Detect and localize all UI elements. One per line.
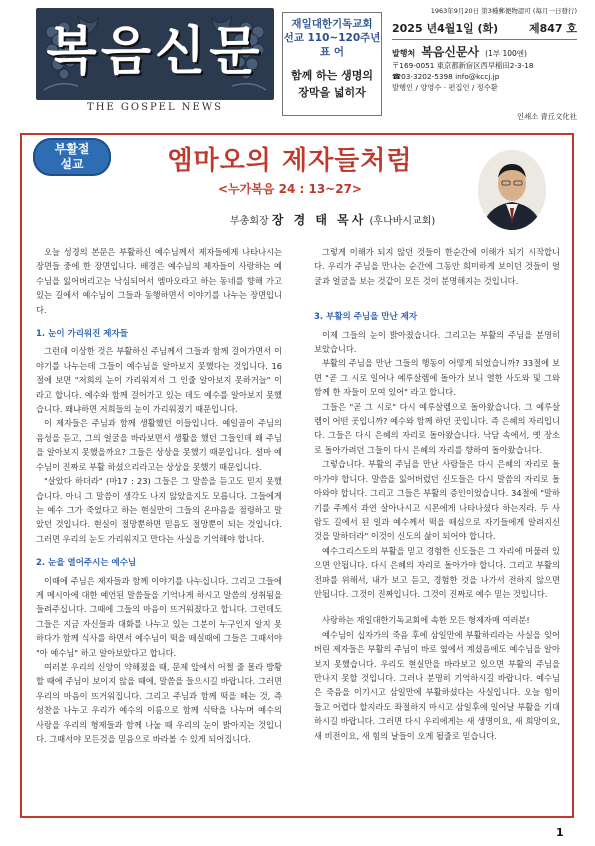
scripture-reference: <누가복음 24 : 13~27>	[218, 182, 362, 196]
article-column-right	[314, 245, 560, 743]
paragraph: 예수그리스도의 부활을 믿고 경험한 신도들은 그 자리에 머물러 있으면 안됩니다. 다시 은혜의 자리로 돌아가야 합니다. 그리고 부활의 전파를 위해서, 내가 보고 듣고, 경험한 것을 나가서 전하지 않으면 안됩니다. 그것이 진짜입니다. 그것이 진짜로 예수 믿는 것입니다.	[314, 545, 560, 599]
logo-title: 복음신문	[46, 22, 264, 82]
paragraph: 그들은 "곧 그 시로" 다시 예루살렘으로 돌아왔습니다. 그 예루살렘이 어떤 곳입니까? 예수와 함께 하던 곳입니다. 즉 은혜의 자리입니다. 그들은 다시 은혜의 자리로 돌아왔습니다. 낙담 속에서, 옛 장소로 돌아가려던 그들이 다시 은혜의 자리를 향하여 돌아왔습니다.	[314, 401, 560, 455]
spacer	[314, 601, 560, 613]
paragraph: 예수님이 십자가의 죽음 후에 삼일만에 부활하리라는 사실을 잊어버린 제자들은 부활의 주님이 바로 옆에서 계셨음에도 예수님을 알아보지 못했습니다. 우리도 현실만을 바라보고 있으면 부활의 주님을 만나지 못할 것입니다. 그러나 분명히 기억하시길 바랍니다. 예수님은 죽음을 이기시고 삼일만에 부활하셨다는 사실입니다. 오늘 힘이 들고 어렵다 할지라도 좌절하지 마시고 삼일후에 일어날 부활을 기대하시길 바랍니다. 그러면 다시 우리에게는 새 생명이요, 새 희망이요, 새 비전이요, 새 힘의 날들이 오게 될줄로 믿습니다.	[314, 629, 560, 741]
publisher-name: 복음신문사	[421, 45, 480, 59]
logo-banner	[36, 8, 274, 100]
publication-info	[392, 6, 577, 121]
paragraph: 이제 그들의 눈이 밝아졌습니다. 그리고는 부활의 주님을 분명히 보았습니다.	[314, 329, 560, 355]
newspaper-logo	[36, 8, 274, 118]
publisher-label: 발행처	[392, 49, 416, 58]
publisher-row	[392, 43, 577, 60]
paragraph: 그런데 이상한 것은 부활하신 주님께서 그들과 함께 걸어가면서 이야기를 나누는데 그들이 예수님을 알아보지 못했다는 것입니다. 16절에 보면 "저희의 눈이 가리워져서 그 인줄 알아보지 못하거늘" 이라고 합니다. 예수와 함께 걸어가고 있는 데도 예수를 알아보지 못했습니다. 왜냐하면 저희들의 눈이 가리워졌기 때문입니다.	[36, 346, 282, 415]
badge-line: 부활절	[54, 142, 90, 156]
author-name: 장 경 태 목사	[271, 213, 367, 227]
slogan-line: 표 어	[320, 46, 344, 58]
paragraph: 여러분 우리의 신앙이 약해졌을 때, 문제 앞에서 어쩔 줄 몰라 방황할 때에 주님이 보이지 않을 때에, 말씀을 들으시길 바랍니다. 그러면 우리의 마음이 뜨거워집니다. 그리고 주님과 함께 떡을 떼는 것, 즉 성찬을 나누고 우리가 예수의 이름으로 함께 식탁을 나누며 예수의 사랑을 우리의 형제들과 함께 나눌 때 우리의 눈이 밝아지는 것입니다. 그때서야 모든것을 믿음으로 바라볼 수 있게 되어집니다.	[36, 661, 282, 744]
slogan-line: 재일대한기독교회	[291, 18, 373, 30]
slogan-line: 함께 하는 생명의	[290, 69, 374, 82]
divider	[392, 39, 577, 40]
author-role: 부총회장	[230, 216, 269, 227]
registration-note: 1963年9月20日 第3種郵便物認可 (毎月一日發行)	[430, 7, 577, 15]
paragraph: "살았다 하더라" (마17 : 23) 그들은 그 말씀을 듣고도 믿지 못했습니다. 아니 그 말씀이 생각도 나지 않았을지도 모릅니다. 그들에게는 예수 그가 죽었다고 하는 현실만이 그들의 온마음을 점령하고 말았던 것입니다. 현실이 절망뿐하면 믿음도 절망뿐이 되는 것입니다. 그러면 우리의 눈도 가리워지고 만다는 사실을 기억해야 합니다.	[36, 476, 282, 544]
slogan-line: 장막을 넓히자	[298, 86, 366, 99]
category-badge	[33, 138, 111, 176]
portrait-image	[478, 150, 546, 230]
address: 〒169-0051 東京都新宿区西早稲田2-3-18	[392, 61, 534, 70]
section-heading: 1. 눈이 가리워진 제자들	[36, 329, 128, 340]
page-number: 1	[556, 826, 564, 839]
contact: ☎03-3202-5398 info@kccj.jp	[392, 72, 500, 81]
badge-line: 설교	[60, 157, 84, 171]
paragraph: 그렇습니다. 부활의 주님을 만난 사람들은 다시 은혜의 자리로 돌아가야 합니다. 말씀을 잃어버렸던 신도들은 다시 말씀의 자리로 돌아와야 합니다. 그리고 그들은 부활의 증인이었습니다. 34절에 "말하기를 주께서 과연 살아나시고 시몬에게 나타나셨다 하는지라. 두 사람도 길에서 된 일과 예수께서 떡을 떼심으로 자기들에게 알려지신 것을 말하더라" 이것이 신도의 삶이 되어야 합니다.	[314, 459, 560, 542]
slogan-box	[282, 12, 382, 116]
paragraph: 이 제자들은 주님과 함께 생활했던 이들입니다. 예일곱이 주님의 음성을 듣고, 그의 얼굴을 바라보면서 생활을 했던 그들인데 왜 주님을 알아보지 못했을까요? 그들은 상상을 못했기 때문입니다. 설마 예수님이 진짜로 부활 하셨으리라고는 상상을 못했기 때문입니다.	[36, 418, 282, 472]
author-photo	[478, 150, 546, 230]
paragraph: 오늘 성경의 본문은 부활하신 예수님께서 제자들에게 나타나시는 장면들 중에 한 장면입니다. 배경은 예수님의 제자들이 사랑하는 예수님을 잃어버리고는 낙심되어서 엠마오라고 하는 동네를 향해 가고 있는 길에서 예수님이 그들과 동행하면서 이야기를 나누는 장면입니다.	[36, 247, 282, 315]
slogan-line: 선교 110~120주년	[283, 32, 381, 44]
byline	[230, 211, 480, 228]
issue-date: 2025 년4월1일 (화)	[392, 22, 499, 35]
section-heading: 2. 눈을 열어주시는 예수님	[36, 558, 137, 569]
author-church: (후나바시교회)	[369, 216, 436, 227]
printer: 인쇄소 青丘文化社	[517, 112, 577, 121]
paragraph: 이때에 주님은 제자들과 함께 이야기를 나누십니다. 그리고 그들에게 메시아에 대한 예언된 말씀들을 기억나게 하시고 말씀의 성취됨을 들려주십니다. 그때에 그들의 마음이 뜨거워졌다고 합니다. 그런데도 그들은 지금 자신들과 대화를 나누고 있는 그분이 누구인지 알지 못하다가 함께 식사를 하면서 예수님이 떡을 떼실때에 그들은 그때서야 "아 예수님" 하고 알아보았다고 합니다.	[36, 575, 282, 658]
price: (1부 100엔)	[485, 49, 527, 58]
staff: 발행인 / 양영수 · 편집인 / 정수환	[392, 83, 498, 92]
article-title: 엠마오의 제자들처럼	[167, 146, 413, 176]
paragraph: 사랑하는 재일대한기독교회에 속한 모든 형제자매 여러분!	[322, 615, 530, 626]
issue-line	[392, 20, 577, 36]
spacer	[314, 288, 560, 300]
paragraph: 부활의 주님을 만난 그들의 행동이 어떻게 되었습니까? 33절에 보면 "곧 그 시로 일어나 예루살렘에 돌아가 보니 열한 사도와 및 그와 함께 한 자들이 모여 있어" 라고 합니다.	[314, 358, 560, 398]
paragraph: 그렇게 이해가 되지 않던 것들이 한순간에 이해가 되기 시작합니다. 우리가 주님을 만나는 순간에 그동안 희미하게 보이던 것들이 얼굴과 얼굴을 보는 것같이 모든 것이 분명해지는 것입니다.	[314, 247, 560, 286]
issue-number: 제847 호	[528, 22, 577, 35]
section-heading: 3. 부활의 주님을 만난 제자	[314, 312, 418, 323]
logo-subtitle: THE GOSPEL NEWS	[87, 102, 223, 113]
article-column-left	[36, 245, 282, 746]
